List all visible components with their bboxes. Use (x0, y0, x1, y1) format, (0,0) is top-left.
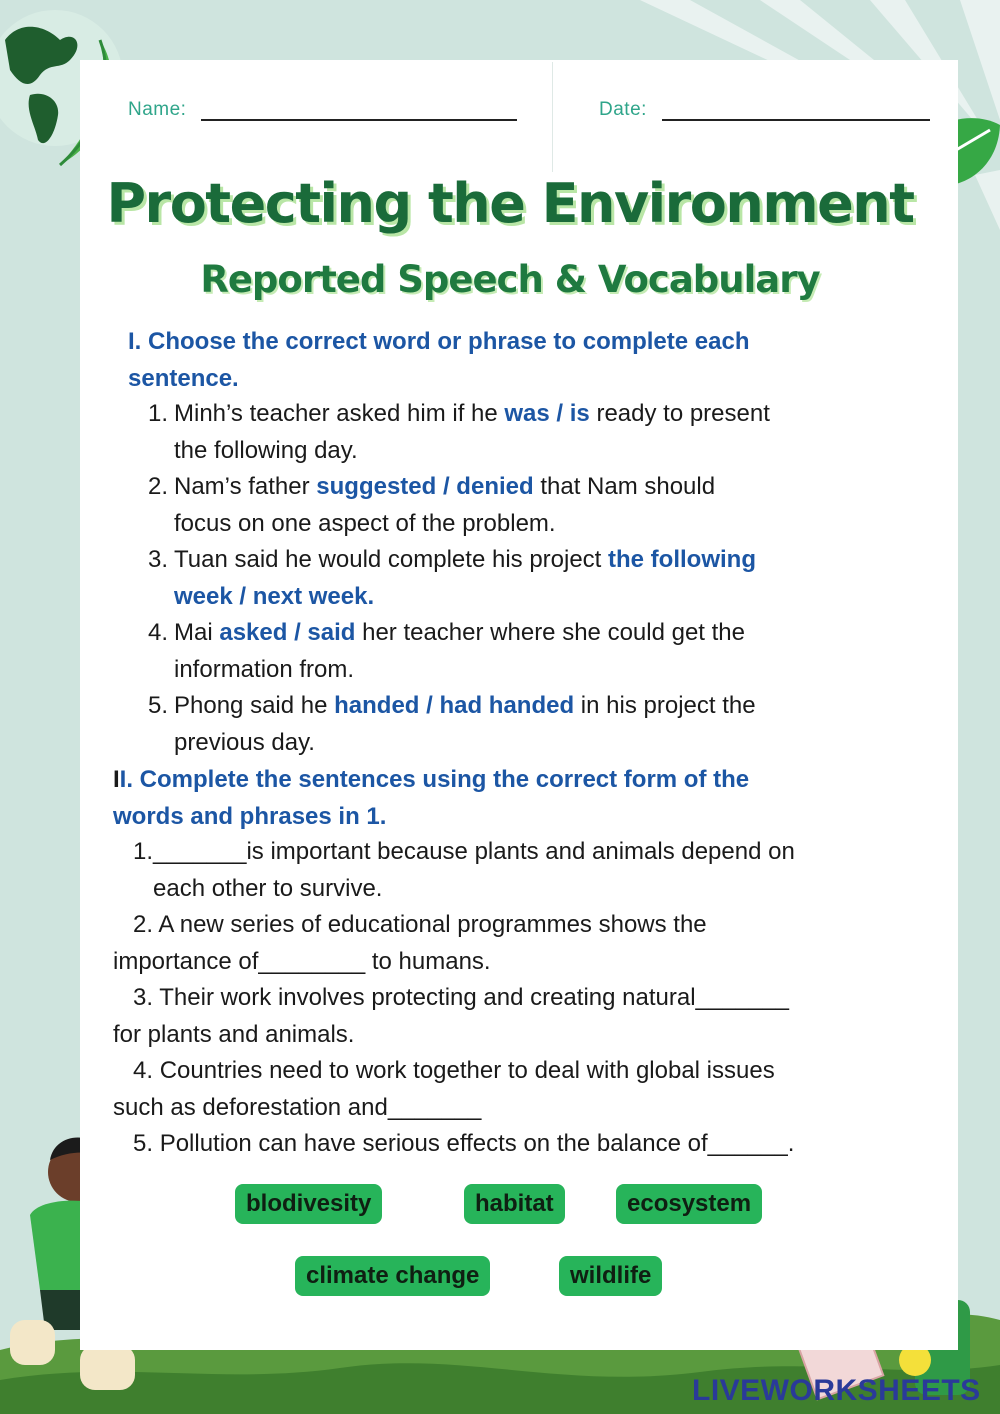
choice-option[interactable]: asked / said (219, 619, 356, 646)
list-item (140, 688, 860, 761)
date-field[interactable] (662, 119, 930, 121)
item-number: 5. (147, 692, 168, 719)
page-title: Protecting the Environment (106, 172, 914, 235)
section1-heading-line1: I. Choose the correct word or phrase to complete each (128, 328, 750, 355)
item-number: 3. (147, 546, 168, 573)
choice-option[interactable]: handed / had handed (334, 692, 575, 719)
section2-sentences (113, 834, 893, 1163)
word-chip[interactable]: climate change (295, 1256, 490, 1296)
page-subtitle: Reported Speech & Vocabulary (200, 258, 820, 301)
item-text: Nam’s father (174, 473, 317, 500)
section2-heading (113, 762, 893, 835)
sentence-line: such as deforestation and_______ (113, 1093, 482, 1121)
item-text: Mai (174, 619, 220, 646)
sentence-line: 2. A new series of educational programmes shows the (113, 911, 707, 938)
item-text: Minh’s teacher asked him if he (174, 400, 505, 427)
section1-heading (128, 324, 868, 397)
word-chip[interactable]: habitat (464, 1184, 565, 1224)
choice-option[interactable]: the following (608, 546, 756, 573)
sentence-line: 4. Countries need to work together to deal with global issues (113, 1057, 775, 1084)
header-divider (552, 62, 553, 172)
section2-heading-numeral: I (113, 766, 120, 793)
word-chip[interactable]: wildlife (559, 1256, 662, 1296)
item-text: information from. (174, 655, 355, 683)
item-text: her teacher where she could get the (355, 619, 745, 646)
choice-option[interactable]: suggested / denied (316, 473, 534, 500)
word-chip[interactable]: blodivesity (235, 1184, 382, 1224)
section2-heading-line2: words and phrases in 1. (113, 802, 387, 830)
choice-option[interactable]: was / is (504, 400, 590, 427)
name-label: Name: (128, 99, 187, 120)
word-chip[interactable]: ecosystem (616, 1184, 762, 1224)
sentence-line: each other to survive. (113, 874, 383, 902)
sentence-line: 3. Their work involves protecting and creating natural_______ (113, 984, 789, 1011)
item-text: previous day. (174, 728, 315, 756)
list-item (140, 396, 860, 469)
item-number: 2. (147, 473, 168, 500)
date-label: Date: (599, 99, 647, 120)
sentence-line: for plants and animals. (113, 1020, 355, 1048)
list-item (140, 469, 860, 542)
item-number: 1. (147, 400, 168, 427)
list-item (140, 542, 860, 615)
item-text: the following day. (174, 436, 358, 464)
item-text: Phong said he (174, 692, 335, 719)
liveworksheets-logo: LIVEWORKSHEETS (692, 1374, 981, 1407)
list-item (140, 615, 860, 688)
item-text: Tuan said he would complete his project (174, 546, 609, 573)
sentence-line: importance of________ to humans. (113, 947, 491, 975)
sentence-line: 1._______is important because plants and animals depend on (113, 838, 795, 865)
section2-heading-line1: I. Complete the sentences using the correct form of the (119, 766, 750, 793)
sentence-line: 5. Pollution can have serious effects on the balance of______. (113, 1130, 795, 1157)
item-number: 4. (147, 619, 168, 646)
name-field[interactable] (201, 119, 517, 121)
choice-option[interactable]: week / next week. (174, 582, 375, 610)
section1-heading-line2: sentence. (128, 364, 239, 392)
item-text: ready to present (589, 400, 770, 427)
item-text: focus on one aspect of the problem. (174, 509, 556, 537)
item-text: that Nam should (533, 473, 716, 500)
item-text: in his project the (574, 692, 756, 719)
section1-list (140, 396, 860, 761)
